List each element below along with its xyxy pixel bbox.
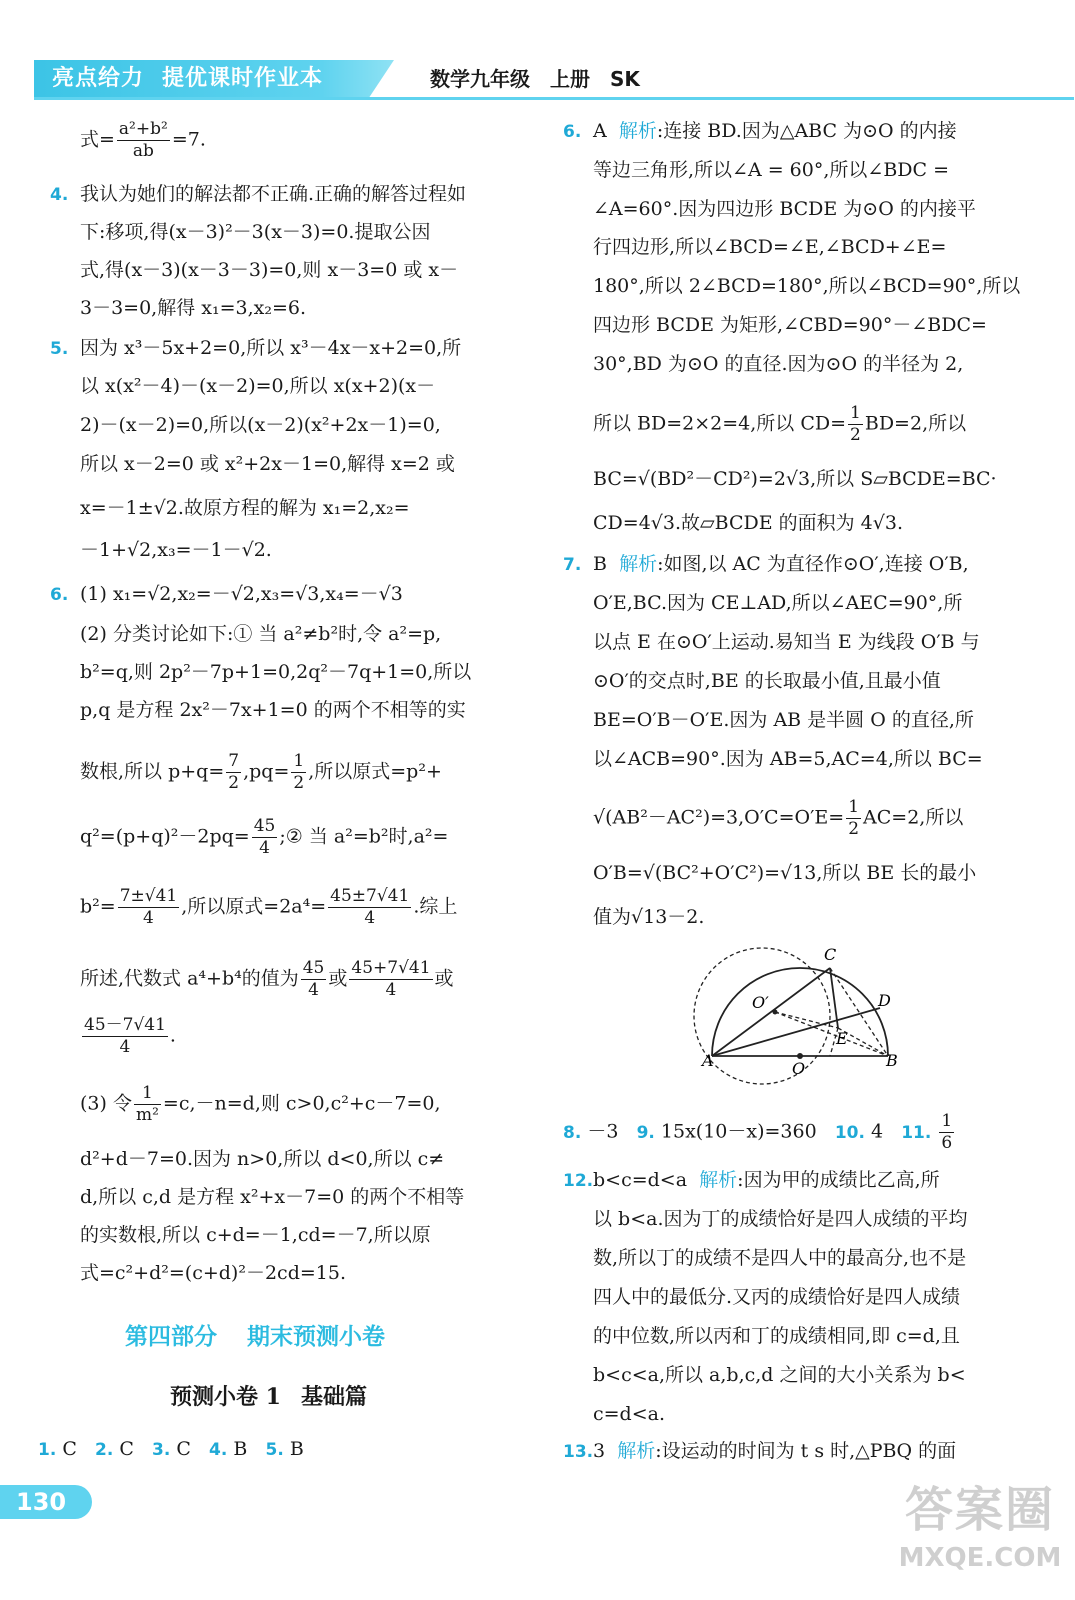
series-name: 提优课时作业本 xyxy=(162,66,324,91)
q6-line5: 数根,所以 p+q= $\frac{7}{2}$ ,pq= $\frac{1}{2}$ ,所以原式=p²+ xyxy=(80,751,442,793)
q6-line3: b²=q,则 2p²－7p+1=0,2q²－7q+1=0,所以 xyxy=(80,661,472,683)
q5-line1: 5. 因为 x³－5x+2=0,所以 x³－4x－x+2=0,所 xyxy=(50,337,462,359)
r-q6-line2: 等边三角形,所以∠A = 60°,所以∠BDC = xyxy=(593,159,950,181)
label-o-prime: O′ xyxy=(752,993,769,1012)
q4-line2: 下:移项,得(x－3)²－3(x－3)=0.提取公因 xyxy=(80,221,431,243)
q6-line9: $\frac{45-7√41}{4}$ . xyxy=(84,1015,176,1057)
q5-line5: x=－1±√2.故原方程的解为 x₁=2,x₂= xyxy=(80,497,410,519)
segment-ac xyxy=(712,968,830,1056)
r-q6-line6: 四边形 BCDE 为矩形,∠CBD=90°－∠BDC= xyxy=(593,314,987,336)
answer-row: 1. C 2. C 3. C 4. B 5. B xyxy=(38,1438,304,1460)
r-q12-line5: 的中位数,所以丙和丁的成绩相同,即 c=d,且 xyxy=(593,1325,960,1347)
q4-line4: 3－3=0,解得 x₁=3,x₂=6. xyxy=(80,297,307,319)
watermark-url: MXQE.COM xyxy=(898,1543,1062,1573)
watermark-logo: 答案圈 xyxy=(904,1482,1055,1538)
q5-line2: 以 x(x²－4)－(x－2)=0,所以 x(x+2)(x－ xyxy=(80,375,436,397)
r-q7-line5: BE=O′B－O′E.因为 AB 是半圆 O 的直径,所 xyxy=(593,709,974,731)
answers-8-11: 8. －3 9. 15x(10－x)=360 10. 4 11. $\frac{1}{6}$ xyxy=(563,1111,953,1153)
subject: 数学九年级 xyxy=(430,67,530,91)
r-q12-line3: 数,所以丁的成绩不是四人中的最高分,也不是 xyxy=(593,1247,967,1269)
q6-line13: 的实数根,所以 c+d=－1,cd=－7,所以原 xyxy=(80,1224,431,1246)
header-rule xyxy=(34,97,1074,100)
q6-line7: b²= $\frac{7\pm√41}{4}$ ,所以原式=2a⁴= $\frac{45\pm 7√41}{4}$ .综上 xyxy=(80,886,458,928)
q6-line4: p,q 是方程 2x²－7x+1=0 的两个不相等的实 xyxy=(80,699,466,721)
q6-line12: d,所以 c,d 是方程 x²+x－7=0 的两个不相等 xyxy=(80,1186,465,1208)
header-subject xyxy=(430,63,660,95)
sub-title: 预测小卷 1 基础篇 xyxy=(170,1384,367,1410)
label-b: B xyxy=(886,1051,898,1070)
r-q7-line1: 7. B 解析:如图,以 AC 为直径作⊙O′,连接 O′B, xyxy=(563,553,969,575)
header-brand xyxy=(52,63,341,95)
segment-o1e xyxy=(775,1012,838,1028)
q6-line2: (2) 分类讨论如下:① 当 a²≠b²时,令 a²=p, xyxy=(80,623,442,645)
q6-line6: q²=(p+q)²－2pq= $\frac{45}{4}$ ;② 当 a²=b²时,a²= xyxy=(80,816,449,858)
geometry-figure xyxy=(690,940,930,1095)
r-q6-line8: 所以 BD=2×2=4,所以 CD= $\frac{1}{2}$ BD=2,所以 xyxy=(593,403,967,445)
r-q6-line9: BC=√(BD²－CD²)=2√3,所以 S▱BCDE=BC· xyxy=(593,468,997,490)
r-q7-line6: 以∠ACB=90°.因为 AB=5,AC=4,所以 BC= xyxy=(593,748,983,770)
r-q12-line6: b<c<a,所以 a,b,c,d 之间的大小关系为 b< xyxy=(593,1364,966,1386)
page-number: 130 xyxy=(16,1488,67,1516)
r-q7-line3: 以点 E 在⊙O′上运动.易知当 E 为线段 O′B 与 xyxy=(593,631,980,653)
q5-line3: 2)－(x－2)=0,所以(x－2)(x²+2x－1)=0, xyxy=(80,414,441,436)
q4-line3: 式,得(x－3)(x－3－3)=0,则 x－3=0 或 x－ xyxy=(80,259,459,281)
label-c: C xyxy=(824,945,837,964)
label-e: E xyxy=(836,1029,848,1048)
r-q7-line9: 值为√13－2. xyxy=(593,906,705,928)
r-q12-line7: c=d<a. xyxy=(593,1403,666,1425)
r-q6-line4: 行四边形,所以∠BCD=∠E,∠BCD+∠E= xyxy=(593,236,947,258)
q6-line11: d²+d－7=0.因为 n>0,所以 d<0,所以 c≠ xyxy=(80,1148,445,1170)
brand-name: 亮点给力 xyxy=(52,66,145,91)
r-q6-line1: 6. A 解析:连接 BD.因为△ABC 为⊙O 的内接 xyxy=(563,120,957,142)
q6-line10: (3) 令 $\frac{1}{\text{m²}}$ =c,－n=d,则 c>0,c²+c－7=0, xyxy=(80,1083,441,1125)
volume: 上册 xyxy=(550,67,590,91)
edition: SK xyxy=(610,67,640,91)
q4-line1: 4. 我认为她们的解法都不正确.正确的解答过程如 xyxy=(50,183,467,205)
r-q6-line3: ∠A=60°.因为四边形 BCDE 为⊙O 的内接平 xyxy=(593,198,976,220)
r-q6-line7: 30°,BD 为⊙O 的直径.因为⊙O 的半径为 2, xyxy=(593,353,964,375)
q6-line8: 所述,代数式 a⁴+b⁴的值为 $\frac{45}{4}$ 或 $\frac{45+7√41}{4}$ 或 xyxy=(80,958,454,1000)
semicircle-o xyxy=(712,968,888,1056)
r-q12-line2: 以 b<a.因为丁的成绩恰好是四人成绩的平均 xyxy=(593,1208,968,1230)
q5-line6: －1+√2,x₃=－1－√2. xyxy=(80,539,272,561)
formula-line: 式= $\frac{\text{a²+b²}}{ab}$ =7. xyxy=(80,119,206,161)
r-q7-line2: O′E,BC.因为 CE⊥AD,所以∠AEC=90°,所 xyxy=(593,592,963,614)
segment-ad xyxy=(712,1008,880,1056)
r-q6-line10: CD=4√3.故▱BCDE 的面积为 4√3. xyxy=(593,512,903,534)
point-o-prime xyxy=(773,1010,778,1015)
r-q6-line5: 180°,所以 2∠BCD=180°,所以∠BCD=90°,所以 xyxy=(593,275,1021,297)
label-d: D xyxy=(878,991,891,1010)
watermark xyxy=(895,1480,1065,1595)
r-q12-line1: 12.b<c=d<a 解析:因为甲的成绩比乙高,所 xyxy=(563,1169,940,1191)
q6-line1: 6. (1) x₁=√2,x₂=－√2,x₃=√3,x₄=－√3 xyxy=(50,583,403,605)
r-q12-line4: 四人中的最低分.又丙的成绩恰好是四人成绩 xyxy=(593,1286,961,1308)
section-title: 第四部分 期末预测小卷 xyxy=(125,1324,385,1350)
label-a: A xyxy=(702,1051,714,1070)
label-o: O xyxy=(792,1059,806,1078)
q5-line4: 所以 x－2=0 或 x²+2x－1=0,解得 x=2 或 xyxy=(80,453,455,475)
r-q7-line4: ⊙O′的交点时,BE 的长取最小值,且最小值 xyxy=(593,670,941,692)
r-q7-line8: O′B=√(BC²+O′C²)=√13,所以 BE 长的最小 xyxy=(593,862,977,884)
q6-line14: 式=c²+d²=(c+d)²－2cd=15. xyxy=(80,1262,346,1284)
r-q13-line1: 13.3 解析:设运动的时间为 t s 时,△PBQ 的面 xyxy=(563,1440,957,1462)
r-q7-line7: √(AB²－AC²)=3,O′C=O′E= $\frac{1}{2}$ AC=2,所以 xyxy=(593,797,964,839)
